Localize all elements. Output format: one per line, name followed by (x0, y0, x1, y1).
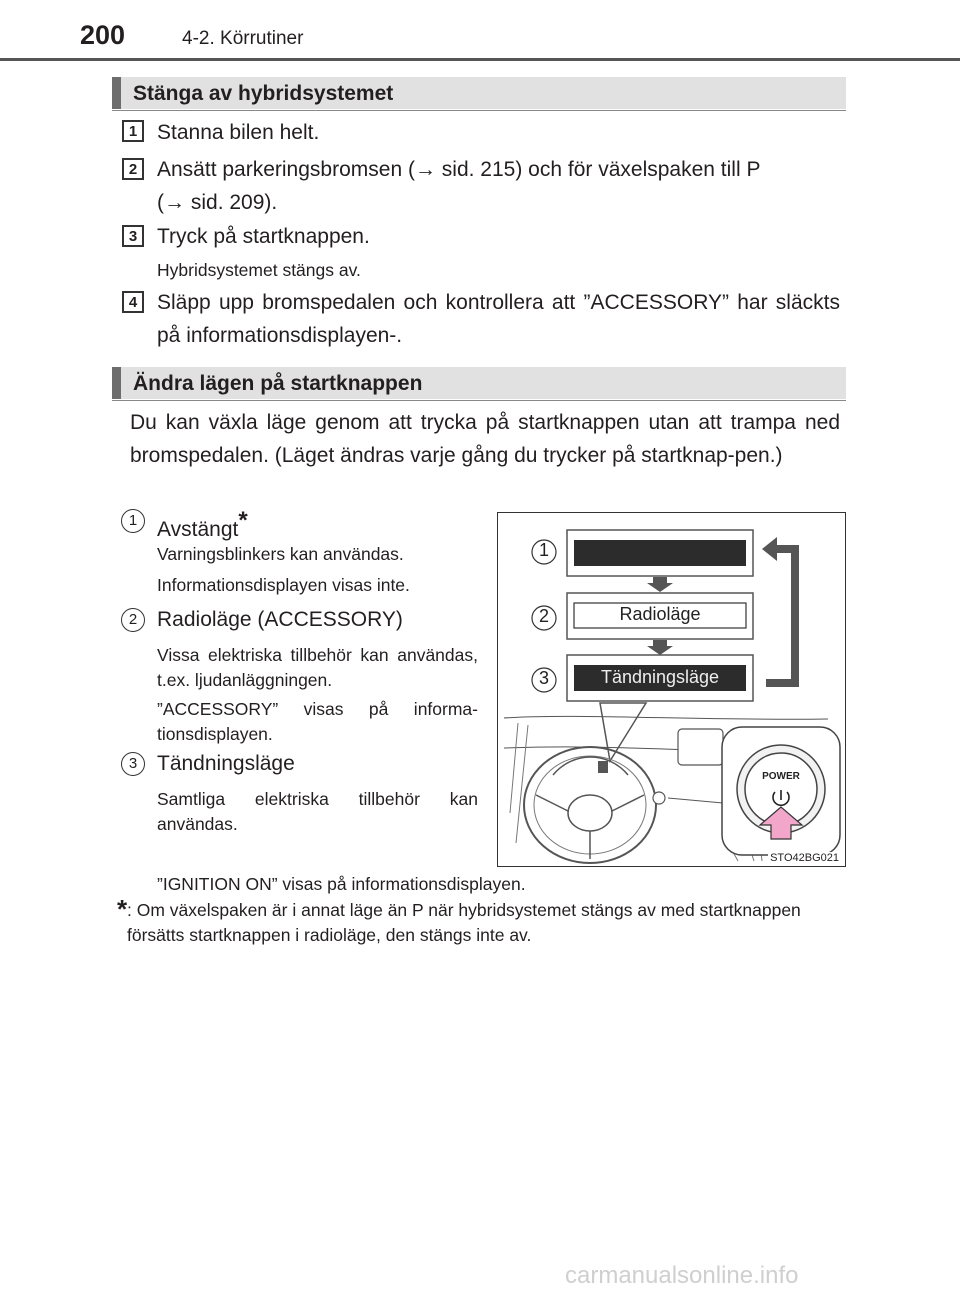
mode-number-3: 3 (121, 752, 145, 776)
step-2-text-a: Ansätt parkeringsbromsen ( (157, 158, 415, 181)
center-display (678, 729, 723, 765)
section-rule (112, 400, 846, 401)
dashboard-top (504, 716, 828, 719)
leader-line (668, 798, 723, 803)
modes-intro: Du kan växla läge genom att trycka på startknappen utan att trampa ned bromspedalen. (Läget ändras varje gång du trycker på startknap-pen.) (130, 411, 840, 467)
down-arrow-icon (647, 577, 673, 592)
steering-spokes (536, 795, 644, 859)
step-2-ref-a: sid. 215) och för växelspaken till P (441, 158, 761, 181)
step-2-line-2 (157, 186, 847, 219)
figure-code: STO42BG021 (770, 852, 839, 864)
step-text-4: Släpp upp bromspedalen och kontrollera att ”ACCESSORY” har släckts på informationsdisplayen-. (157, 291, 840, 347)
arrow-right-icon: → (164, 191, 185, 214)
mode-label-ignition: Tändningsläge (600, 667, 720, 687)
footnote (117, 894, 837, 948)
mode-note-2a: Vissa elektriska tillbehör kan användas, t.ex. ljudanläggningen. (157, 645, 478, 690)
section-header-modes (112, 367, 846, 399)
cycle-bracket (773, 549, 795, 683)
mode-note-1a: Varningsblinkers kan användas. (157, 544, 404, 564)
display-off (574, 540, 746, 566)
steering-hub (568, 795, 612, 831)
step-number-2: 2 (122, 158, 144, 180)
step-number-3: 3 (122, 225, 144, 247)
step-note-3: Hybridsystemet stängs av. (157, 260, 361, 280)
section-header-shutdown (112, 77, 846, 109)
mode-title-1 (157, 504, 248, 546)
section-title: Ändra lägen på startknappen (133, 372, 423, 395)
dashboard-knob (653, 792, 665, 804)
dashboard-detail (510, 723, 528, 843)
footnote-text: : Om växelspaken är i annat läge än P när hybridsystemet stängs av med startknappen försätts startknappen i radioläge, den stängs inte av. (127, 900, 801, 945)
section-rule (112, 110, 846, 111)
callout-pointer (600, 703, 646, 761)
arrow-right-icon: → (414, 158, 436, 181)
cycle-arrow-icon (762, 537, 777, 561)
power-button-label: POWER (762, 771, 800, 782)
mode-note-3b: ”IGNITION ON” visas på informationsdisplayen. (157, 874, 526, 894)
start-button-illustration (497, 512, 846, 867)
step-number-4: 4 (122, 291, 144, 313)
instrument-cluster (553, 757, 628, 775)
step-text-2 (157, 153, 847, 219)
mode-title-2: Radioläge (ACCESSORY) (157, 608, 403, 631)
mode-note-1b: Informationsdisplayen visas inte. (157, 575, 410, 595)
header-divider (0, 58, 960, 61)
step-number-1: 1 (122, 120, 144, 142)
callout-number-2: 2 (538, 606, 549, 626)
section-title: Stänga av hybridsystemet (133, 82, 394, 105)
watermark: carmanualsonline.info (565, 1262, 799, 1289)
step-text-3: Tryck på startknappen. (157, 225, 370, 248)
mode-number-1: 1 (121, 509, 145, 533)
mode-title-text: Avstängt (157, 518, 239, 541)
page-number: 200 (80, 20, 126, 50)
callout-number-1: 1 (538, 540, 549, 560)
mode-note-3a: Samtliga elektriska tillbehör kan användas. (157, 789, 478, 834)
mode-number-2: 2 (121, 608, 145, 632)
down-arrow-icon (647, 640, 673, 655)
step-2-ref-b: sid. 209). (190, 191, 278, 214)
mode-label-accessory: Radioläge (619, 604, 701, 624)
mode-note-2b: ”ACCESSORY” visas på informa-tionsdisplayen. (157, 699, 478, 744)
cluster-display (598, 761, 608, 773)
footnote-mark: * (238, 507, 248, 534)
chapter-title: 4-2. Körrutiner (182, 28, 304, 49)
mode-title-3: Tändningsläge (157, 752, 295, 775)
footnote-mark: * (117, 894, 128, 924)
step-2-text-b: ( (157, 191, 164, 214)
callout-number-3: 3 (538, 668, 549, 688)
step-2-line-1 (157, 153, 847, 186)
step-text-1: Stanna bilen helt. (157, 121, 320, 144)
